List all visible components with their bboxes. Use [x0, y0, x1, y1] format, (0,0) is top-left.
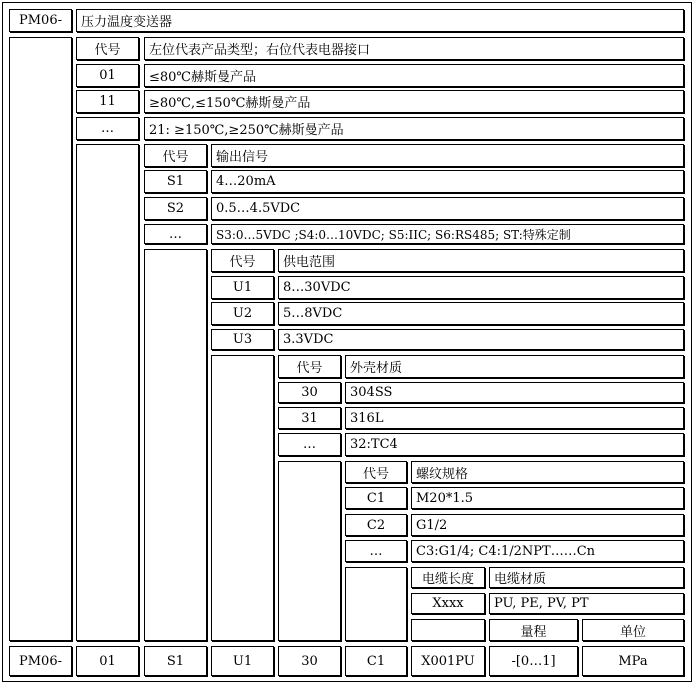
unit-header — [582, 619, 684, 641]
output-desc-header-text: 输出信号 — [216, 150, 269, 165]
output-desc-header — [211, 144, 684, 167]
cable-length-header — [411, 567, 485, 588]
shell-row-desc — [345, 382, 684, 403]
model-name-cell — [76, 9, 684, 32]
shell-code-text: 31 — [301, 410, 318, 426]
product-desc-text: ≤80℃赫斯曼产品 — [149, 70, 256, 85]
output-row-code — [144, 197, 207, 220]
unit-header-text: 单位 — [619, 624, 646, 640]
output-row-code — [144, 224, 207, 244]
output-row-desc — [211, 197, 684, 220]
power-row-code — [211, 302, 274, 325]
product-row-code — [76, 117, 139, 140]
output-desc-text: S3:0…5VDC ;S4:0…10VDC; S5:IIC; S6:RS485; ST:特殊定制 — [216, 227, 571, 242]
product-desc-header-text: 左位代表产品类型；右位代表电器接口 — [149, 43, 371, 58]
power-row-code — [211, 329, 274, 350]
product-code-text: 11 — [99, 94, 116, 109]
model-code-cell — [9, 9, 72, 32]
cable-length-value — [411, 593, 485, 614]
power-desc-text: 8…30VDC — [283, 280, 351, 295]
thread-row-desc — [411, 487, 684, 509]
range-header — [489, 619, 578, 641]
shell-desc-text: 304SS — [350, 385, 393, 400]
product-code-text: 01 — [99, 68, 116, 83]
thread-desc-text: C3:G1/4; C4:1/2NPT……Cn — [416, 543, 596, 559]
thread-desc-text: M20*1.5 — [416, 490, 474, 506]
cable-length-value-text: Xxxx — [432, 596, 464, 611]
product-row-desc — [144, 90, 684, 113]
thread-code-header — [345, 461, 407, 483]
thread-desc-header — [411, 461, 684, 483]
example-text: X001PU — [421, 653, 475, 669]
cable-material-header — [489, 567, 684, 588]
output-desc-text: 4…20mA — [216, 174, 276, 189]
shell-code-text: … — [303, 437, 316, 452]
shell-desc-text: 32:TC4 — [350, 437, 398, 452]
product-code-header-text: 代号 — [94, 43, 121, 58]
left-spacer-column — [9, 37, 72, 641]
shell-spacer-column — [278, 461, 341, 641]
output-code-text: … — [169, 226, 182, 242]
power-row-desc — [278, 302, 684, 325]
power-code-text: U3 — [232, 332, 253, 347]
example-text: PM06- — [19, 653, 62, 669]
example-cell — [489, 646, 578, 676]
thread-row-code — [345, 540, 407, 562]
product-desc-text: ≥80℃,≤150℃赫斯曼产品 — [149, 96, 311, 111]
example-text: S1 — [166, 653, 185, 669]
product-row-code — [76, 64, 139, 87]
example-text: 01 — [99, 653, 116, 669]
example-cell — [144, 646, 207, 676]
shell-row-code — [278, 382, 341, 403]
cable-spacer-cell — [411, 619, 485, 641]
cable-material-value — [489, 593, 684, 614]
shell-desc-text: 316L — [350, 410, 384, 426]
shell-row-code — [278, 407, 341, 429]
thread-row-desc — [411, 540, 684, 562]
cable-length-header-text: 电缆长度 — [421, 572, 474, 587]
thread-row-desc — [411, 514, 684, 536]
product-row-desc — [144, 64, 684, 87]
example-text: MPa — [618, 653, 648, 669]
example-cell — [582, 646, 684, 676]
example-text: C1 — [366, 653, 386, 669]
example-cell — [411, 646, 485, 676]
power-code-text: U1 — [232, 280, 253, 295]
power-spacer-column — [211, 355, 274, 641]
power-desc-header-text: 供电范围 — [283, 255, 336, 270]
shell-desc-header — [345, 355, 684, 378]
thread-row-code — [345, 514, 407, 536]
example-cell — [345, 646, 407, 676]
example-cell — [278, 646, 341, 676]
example-cell — [211, 646, 274, 676]
cable-material-header-text: 电缆材质 — [494, 572, 547, 587]
product-desc-header — [144, 37, 684, 60]
thread-desc-header-text: 螺纹规格 — [416, 466, 469, 482]
example-text: U1 — [232, 653, 253, 669]
output-row-code — [144, 170, 207, 193]
product-row-desc — [144, 117, 684, 140]
example-cell — [9, 646, 72, 676]
shell-row-desc — [345, 407, 684, 429]
shell-code-text: 30 — [301, 385, 318, 400]
model-code: PM06- — [19, 13, 62, 28]
thread-code-text: C2 — [366, 517, 386, 533]
product-desc-text: 21: ≥150℃,≥250℃赫斯曼产品 — [149, 123, 344, 138]
output-code-header — [144, 144, 207, 167]
power-code-header-text: 代号 — [229, 255, 256, 270]
thread-row-code — [345, 487, 407, 509]
power-desc-header — [278, 249, 684, 272]
example-text: -[0…1] — [511, 653, 556, 669]
thread-code-text: C1 — [366, 490, 386, 506]
thread-code-text: … — [369, 543, 383, 559]
product-code-text: … — [101, 121, 114, 136]
power-desc-text: 3.3VDC — [283, 332, 334, 347]
range-header-text: 量程 — [520, 624, 547, 640]
power-row-desc — [278, 329, 684, 350]
output-code-text: S2 — [166, 201, 185, 216]
shell-code-header — [278, 355, 341, 378]
example-text: 30 — [301, 653, 318, 669]
thread-desc-text: G1/2 — [416, 517, 448, 533]
thread-code-header-text: 代号 — [362, 466, 389, 482]
thread-spacer-column — [345, 567, 407, 641]
output-spacer-column — [144, 249, 207, 641]
power-code-text: U2 — [232, 306, 253, 321]
output-code-header-text: 代号 — [162, 150, 189, 165]
product-code-header — [76, 37, 139, 60]
shell-row-code — [278, 433, 341, 456]
shell-row-desc — [345, 433, 684, 456]
output-desc-text: 0.5…4.5VDC — [216, 201, 301, 216]
output-row-desc — [211, 170, 684, 193]
power-code-header — [211, 249, 274, 272]
cable-material-value-text: PU, PE, PV, PT — [494, 596, 589, 611]
power-row-desc — [278, 276, 684, 299]
model-name: 压力温度变送器 — [81, 15, 173, 30]
output-code-text: S1 — [166, 174, 185, 189]
power-desc-text: 5…8VDC — [283, 306, 343, 321]
example-cell — [76, 646, 139, 676]
shell-desc-header-text: 外壳材质 — [350, 361, 403, 376]
output-row-desc — [211, 224, 684, 244]
power-row-code — [211, 276, 274, 299]
shell-code-header-text: 代号 — [296, 361, 323, 376]
product-spacer-column — [76, 144, 139, 641]
product-row-code — [76, 90, 139, 113]
